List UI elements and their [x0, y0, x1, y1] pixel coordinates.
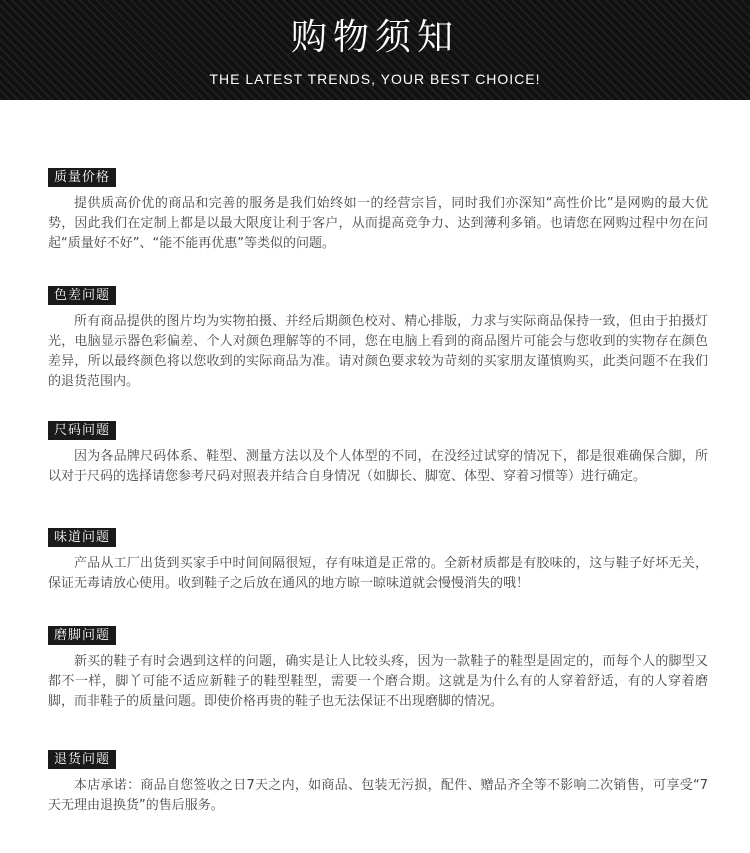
section-text: 本店承诺：商品自您签收之日7天之内，如商品、包装无污损，配件、赠品齐全等不影响二次销售，可享受“7天无理由退换货”的售后服务。 — [48, 778, 708, 813]
section-heading: 磨脚问题 — [48, 626, 116, 645]
header-banner — [0, 0, 750, 100]
section-heading: 退货问题 — [48, 750, 116, 769]
section-chafing — [48, 624, 708, 712]
section-text: 新买的鞋子有时会遇到这样的问题，确实是让人比较头疼，因为一款鞋子的鞋型是固定的，而每个人的脚型又都不一样，脚丫可能不适应新鞋子的鞋型鞋型，需要一个磨合期。这就是为什么有的人穿着舒适，有的人穿着磨脚，而非鞋子的质量问题。即使价格再贵的鞋子也无法保证不出现磨脚的情况。 — [48, 654, 708, 709]
section-text: 因为各品牌尺码体系、鞋型、测量方法以及个人体型的不同，在没经过试穿的情况下，都是很难确保合脚，所以对于尺码的选择请您参考尺码对照表并结合自身情况（如脚长、脚宽、体型、穿着习惯等）进行确定。 — [48, 449, 708, 484]
section-text: 所有商品提供的图片均为实物拍摄、并经后期颜色校对、精心排版，力求与实际商品保持一致，但由于拍摄灯光，电脑显示器色彩偏差、个人对颜色理解等的不同，您在电脑上看到的商品图片可能会与您收到的实物存在颜色差异，所以最终颜色将以您收到的实际商品为准。请对颜色要求较为苛刻的买家朋友谨慎购买，此类问题不在我们的退货范围内。 — [48, 314, 708, 389]
section-heading: 质量价格 — [48, 168, 116, 187]
section-text: 提供质高价优的商品和完善的服务是我们始终如一的经营宗旨，同时我们亦深知“高性价比”是网购的最大优势，因此我们在定制上都是以最大限度让利于客户，从而提高竞争力、达到薄利多销。也请您在网购过程中勿在问起“质量好不好”、“能不能再优惠”等类似的问题。 — [48, 196, 708, 251]
section-quality-price — [48, 166, 708, 254]
section-heading: 尺码问题 — [48, 421, 116, 440]
section-heading: 味道问题 — [48, 528, 116, 547]
page-title: 购物须知 — [290, 17, 459, 58]
page-subtitle: THE LATEST TRENDS, YOUR BEST CHOICE! — [209, 71, 541, 87]
section-color-difference — [48, 284, 708, 392]
section-heading: 色差问题 — [48, 286, 116, 305]
section-returns — [48, 748, 708, 816]
section-size — [48, 419, 708, 487]
section-odor — [48, 526, 708, 594]
section-text: 产品从工厂出货到买家手中时间间隔很短，存有味道是正常的。全新材质都是有胶味的，这与鞋子好坏无关，保证无毒请放心使用。收到鞋子之后放在通风的地方晾一晾味道就会慢慢消失的哦！ — [48, 556, 708, 591]
